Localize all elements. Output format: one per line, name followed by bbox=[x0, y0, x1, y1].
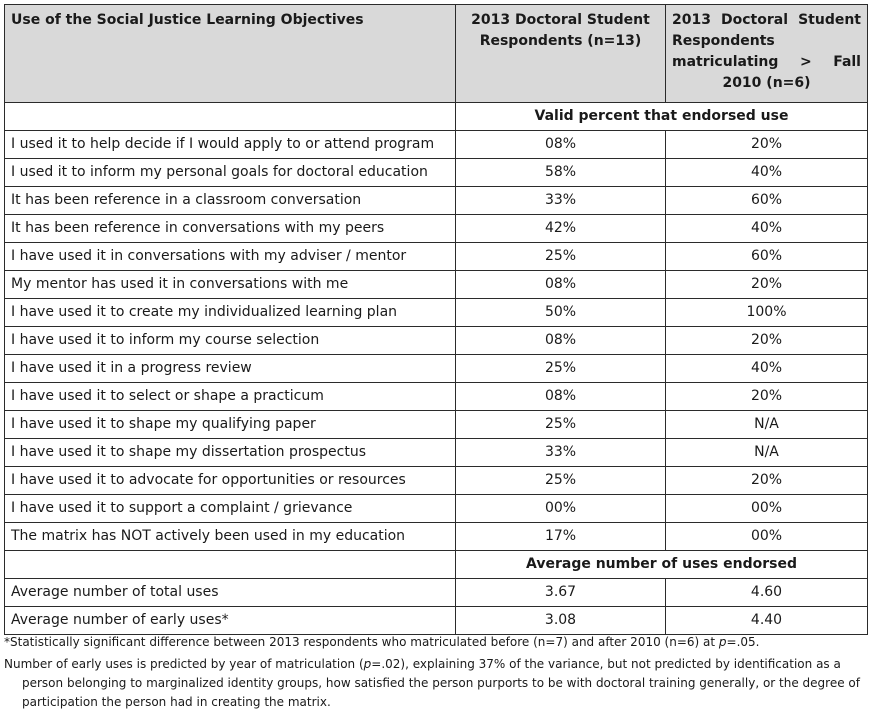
value-all-respondents: 33% bbox=[456, 187, 666, 215]
row-label: The matrix has NOT actively been used in my education bbox=[5, 523, 456, 551]
value-post-2010: 4.40 bbox=[666, 607, 868, 635]
row-label: It has been reference in conversations with my peers bbox=[5, 215, 456, 243]
table-row bbox=[5, 131, 868, 159]
table-row bbox=[5, 243, 868, 271]
value-all-respondents: 33% bbox=[456, 439, 666, 467]
table-header-row bbox=[5, 5, 868, 103]
value-all-respondents: 08% bbox=[456, 327, 666, 355]
table-row bbox=[5, 411, 868, 439]
value-all-respondents: 00% bbox=[456, 495, 666, 523]
section-label-average: Average number of uses endorsed bbox=[456, 551, 868, 579]
empty-cell bbox=[5, 103, 456, 131]
value-all-respondents: 08% bbox=[456, 383, 666, 411]
row-label: I have used it to inform my course selection bbox=[5, 327, 456, 355]
value-post-2010: N/A bbox=[666, 411, 868, 439]
table-row bbox=[5, 299, 868, 327]
value-post-2010: 40% bbox=[666, 159, 868, 187]
value-all-respondents: 25% bbox=[456, 411, 666, 439]
row-label: I have used it in a progress review bbox=[5, 355, 456, 383]
results-table bbox=[4, 4, 868, 635]
row-label: I have used it to create my individualized learning plan bbox=[5, 299, 456, 327]
column-header-all-respondents: 2013 Doctoral Student Respondents (n=13) bbox=[456, 5, 666, 103]
column-header-use: Use of the Social Justice Learning Objectives bbox=[5, 5, 456, 103]
value-all-respondents: 08% bbox=[456, 271, 666, 299]
value-post-2010: 00% bbox=[666, 523, 868, 551]
regression-note: Number of early uses is predicted by year of matriculation (p=.02), explaining 37% of the variance, but not predicted by identification as a person belonging to marginalized identity groups, how satisfied the person purports to be with doctoral training generally, or the degree of participation the person had in creating the matrix. bbox=[4, 657, 860, 709]
value-all-respondents: 08% bbox=[456, 131, 666, 159]
value-all-respondents: 25% bbox=[456, 355, 666, 383]
value-all-respondents: 58% bbox=[456, 159, 666, 187]
row-label: I have used it to shape my qualifying paper bbox=[5, 411, 456, 439]
section-header-row bbox=[5, 551, 868, 579]
table-row bbox=[5, 495, 868, 523]
table-row bbox=[5, 159, 868, 187]
value-post-2010: 40% bbox=[666, 215, 868, 243]
row-label: I have used it in conversations with my adviser / mentor bbox=[5, 243, 456, 271]
value-post-2010: 4.60 bbox=[666, 579, 868, 607]
value-post-2010: 60% bbox=[666, 187, 868, 215]
value-post-2010: 20% bbox=[666, 327, 868, 355]
value-all-respondents: 25% bbox=[456, 243, 666, 271]
table-row bbox=[5, 187, 868, 215]
row-label: I have used it to select or shape a practicum bbox=[5, 383, 456, 411]
table-row bbox=[5, 607, 868, 635]
p-value-symbol: p bbox=[718, 635, 727, 649]
row-label: I have used it to shape my dissertation prospectus bbox=[5, 439, 456, 467]
row-label: My mentor has used it in conversations with me bbox=[5, 271, 456, 299]
table-row bbox=[5, 439, 868, 467]
value-all-respondents: 3.67 bbox=[456, 579, 666, 607]
table-row bbox=[5, 271, 868, 299]
row-label: I have used it to support a complaint / grievance bbox=[5, 495, 456, 523]
column-header-post-2010-respondents: 2013 Doctoral Student Respondents matriculating > Fall 2010 (n=6) bbox=[666, 5, 868, 103]
row-label: I used it to help decide if I would apply to or attend program bbox=[5, 131, 456, 159]
section-label-percent: Valid percent that endorsed use bbox=[456, 103, 868, 131]
value-post-2010: 20% bbox=[666, 467, 868, 495]
value-post-2010: 00% bbox=[666, 495, 868, 523]
value-all-respondents: 42% bbox=[456, 215, 666, 243]
row-label: I used it to inform my personal goals for doctoral education bbox=[5, 159, 456, 187]
value-post-2010: 20% bbox=[666, 131, 868, 159]
value-post-2010: 60% bbox=[666, 243, 868, 271]
table-row bbox=[5, 523, 868, 551]
value-all-respondents: 25% bbox=[456, 467, 666, 495]
table-row bbox=[5, 327, 868, 355]
table-row bbox=[5, 215, 868, 243]
table-row bbox=[5, 355, 868, 383]
row-label: It has been reference in a classroom conversation bbox=[5, 187, 456, 215]
value-post-2010: 20% bbox=[666, 271, 868, 299]
table-row bbox=[5, 579, 868, 607]
table-row bbox=[5, 383, 868, 411]
table-row bbox=[5, 467, 868, 495]
significance-footnote: *Statistically significant difference between 2013 respondents who matriculated before (n=7) and after 2010 (n=6) at p=.05. bbox=[4, 635, 760, 649]
value-all-respondents: 17% bbox=[456, 523, 666, 551]
value-post-2010: 20% bbox=[666, 383, 868, 411]
table-notes bbox=[4, 633, 864, 712]
value-post-2010: N/A bbox=[666, 439, 868, 467]
value-all-respondents: 3.08 bbox=[456, 607, 666, 635]
empty-cell bbox=[5, 551, 456, 579]
p-value-symbol: p bbox=[363, 657, 372, 671]
value-all-respondents: 50% bbox=[456, 299, 666, 327]
value-post-2010: 40% bbox=[666, 355, 868, 383]
value-post-2010: 100% bbox=[666, 299, 868, 327]
row-label: Average number of early uses* bbox=[5, 607, 456, 635]
row-label: Average number of total uses bbox=[5, 579, 456, 607]
row-label: I have used it to advocate for opportunities or resources bbox=[5, 467, 456, 495]
section-header-row bbox=[5, 103, 868, 131]
